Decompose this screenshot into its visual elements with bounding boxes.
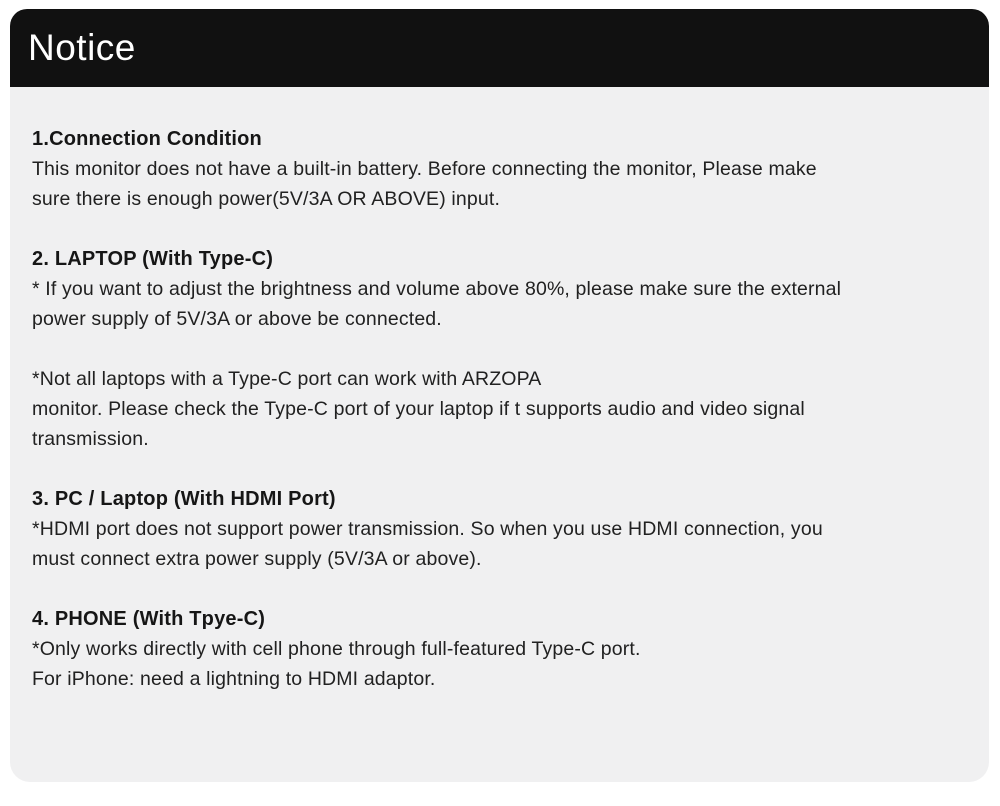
section-connection-condition	[32, 124, 959, 214]
text-line: must connect extra power supply (5V/3A or above).	[32, 548, 482, 570]
notice-card	[10, 87, 989, 782]
section-laptop-type-c	[32, 244, 959, 454]
text-line: *Not all laptops with a Type-C port can work with ARZOPA	[32, 368, 542, 390]
text-line: This monitor does not have a built-in battery. Before connecting the monitor, Please make	[32, 158, 817, 180]
page-title: Notice	[28, 26, 136, 68]
paragraph	[32, 274, 959, 334]
section-heading: 2. LAPTOP (With Type-C)	[32, 248, 274, 270]
section-pc-laptop-hdmi	[32, 484, 959, 574]
paragraph	[32, 364, 959, 454]
text-line: sure there is enough power(5V/3A OR ABOVE) input.	[32, 188, 501, 210]
text-line: transmission.	[32, 428, 149, 450]
paragraph	[32, 514, 959, 574]
text-line: * If you want to adjust the brightness and volume above 80%, please make sure the external	[32, 278, 842, 300]
paragraph	[32, 154, 959, 214]
paragraph	[32, 634, 959, 694]
section-phone-type-c	[32, 604, 959, 694]
text-line: For iPhone: need a lightning to HDMI adaptor.	[32, 668, 436, 690]
section-heading: 3. PC / Laptop (With HDMI Port)	[32, 488, 336, 510]
section-heading: 4. PHONE (With Tpye-C)	[32, 608, 266, 630]
text-line: *HDMI port does not support power transmission. So when you use HDMI connection, you	[32, 518, 823, 540]
text-line: monitor. Please check the Type-C port of your laptop if t supports audio and video signal	[32, 398, 805, 420]
notice-header-bar	[10, 9, 989, 87]
text-line: *Only works directly with cell phone through full-featured Type-C port.	[32, 638, 641, 660]
text-line: power supply of 5V/3A or above be connected.	[32, 308, 442, 330]
section-heading: 1.Connection Condition	[32, 128, 262, 150]
